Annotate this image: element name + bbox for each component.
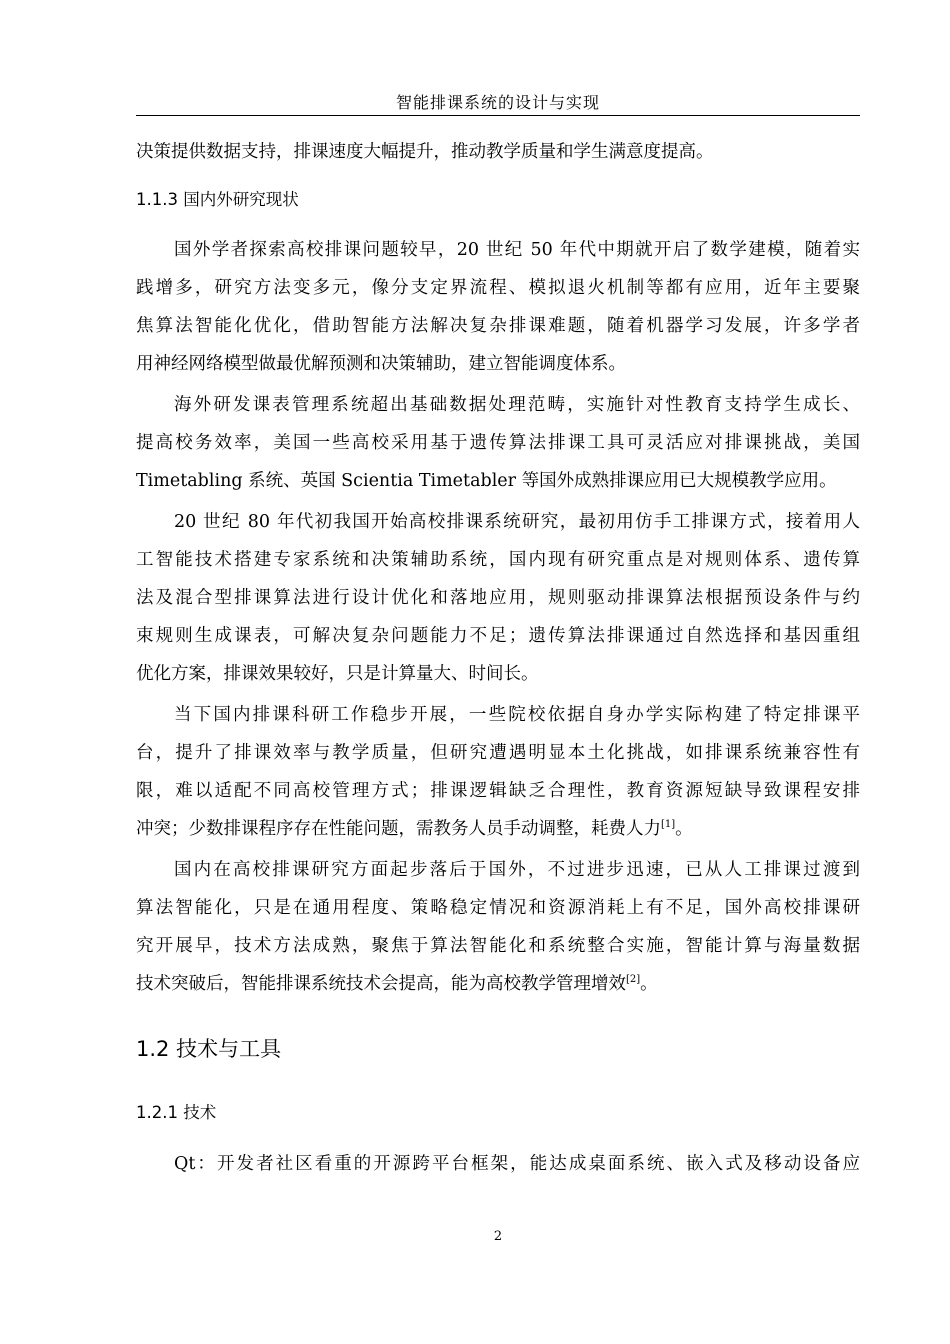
section-heading-1-2: 1.2 技术与工具 bbox=[136, 1037, 282, 1061]
paragraph-line bbox=[136, 972, 860, 996]
paragraph-end-punctuation: 。 bbox=[675, 819, 693, 839]
paragraph-line: 国外学者探索高校排课问题较早，20 世纪 50 年代中期就开启了数学建模，随着实 bbox=[174, 240, 860, 260]
section-heading-1-1-3: 1.1.3 国内外研究现状 bbox=[136, 190, 299, 209]
paragraph-line: 践增多，研究方法变多元，像分支定界流程、模拟退火机制等都有应用，近年主要聚 bbox=[136, 278, 860, 298]
paragraph-line: 法及混合型排课算法进行设计优化和落地应用，规则驱动排课算法根据预设条件与约 bbox=[136, 588, 860, 608]
paragraph-end-punctuation: 。 bbox=[640, 974, 658, 994]
paragraph-line: 焦算法智能化优化，借助智能方法解决复杂排课难题，随着机器学习发展，许多学者 bbox=[136, 316, 860, 336]
paragraph-line: 20 世纪 80 年代初我国开始高校排课系统研究，最初用仿手工排课方式，接着用人 bbox=[174, 512, 860, 532]
paragraph-line: 提高校务效率，美国一些高校采用基于遗传算法排课工具可灵活应对排课挑战，美国 bbox=[136, 433, 860, 453]
paragraph-text: 冲突；少数排课程序存在性能问题，需教务人员手动调整，耗费人力 bbox=[136, 819, 661, 839]
citation-marker: [1] bbox=[661, 819, 676, 830]
paragraph-line: 台，提升了排课效率与教学质量，但研究遭遇明显本土化挑战，如排课系统兼容性有 bbox=[136, 743, 860, 763]
paragraph-line: Qt：开发者社区看重的开源跨平台框架，能达成桌面系统、嵌入式及移动设备应 bbox=[174, 1154, 860, 1174]
paragraph-line: Timetabling 系统、英国 Scientia Timetabler 等国外成熟排课应用已大规模教学应用。 bbox=[136, 471, 837, 491]
paragraph-line: 海外研发课表管理系统超出基础数据处理范畴，实施针对性教育支持学生成长、 bbox=[174, 395, 860, 415]
paragraph-line: 工智能技术搭建专家系统和决策辅助系统，国内现有研究重点是对规则体系、遗传算 bbox=[136, 550, 860, 570]
paragraph-line: 用神经网络模型做最优解预测和决策辅助，建立智能调度体系。 bbox=[136, 354, 626, 374]
paragraph-line: 究开展早，技术方法成熟，聚焦于算法智能化和系统整合实施，智能计算与海量数据 bbox=[136, 936, 860, 956]
page-number: 2 bbox=[493, 1229, 503, 1244]
citation-marker: [2] bbox=[626, 974, 641, 985]
paragraph-line: 算法智能化，只是在通用程度、策略稳定情况和资源消耗上有不足，国外高校排课研 bbox=[136, 898, 860, 918]
paragraph-line: 当下国内排课科研工作稳步开展，一些院校依据自身办学实际构建了特定排课平 bbox=[174, 705, 860, 725]
paragraph-line: 国内在高校排课研究方面起步落后于国外，不过进步迅速，已从人工排课过渡到 bbox=[174, 860, 860, 880]
paragraph-text: 技术突破后，智能排课系统技术会提高，能为高校教学管理增效 bbox=[136, 974, 626, 994]
paragraph-line: 决策提供数据支持，排课速度大幅提升，推动教学质量和学生满意度提高。 bbox=[136, 142, 714, 162]
paragraph-line: 束规则生成课表，可解决复杂问题能力不足；遗传算法排课通过自然选择和基因重组 bbox=[136, 626, 860, 646]
page-header-title: 智能排课系统的设计与实现 bbox=[395, 93, 600, 112]
paragraph-line: 限，难以适配不同高校管理方式；排课逻辑缺乏合理性，教育资源短缺导致课程安排 bbox=[136, 781, 860, 801]
section-heading-1-2-1: 1.2.1 技术 bbox=[136, 1103, 217, 1122]
paragraph-line: 优化方案，排课效果较好，只是计算量大、时间长。 bbox=[136, 664, 539, 684]
header-rule bbox=[136, 115, 860, 116]
paragraph-line bbox=[136, 817, 860, 841]
